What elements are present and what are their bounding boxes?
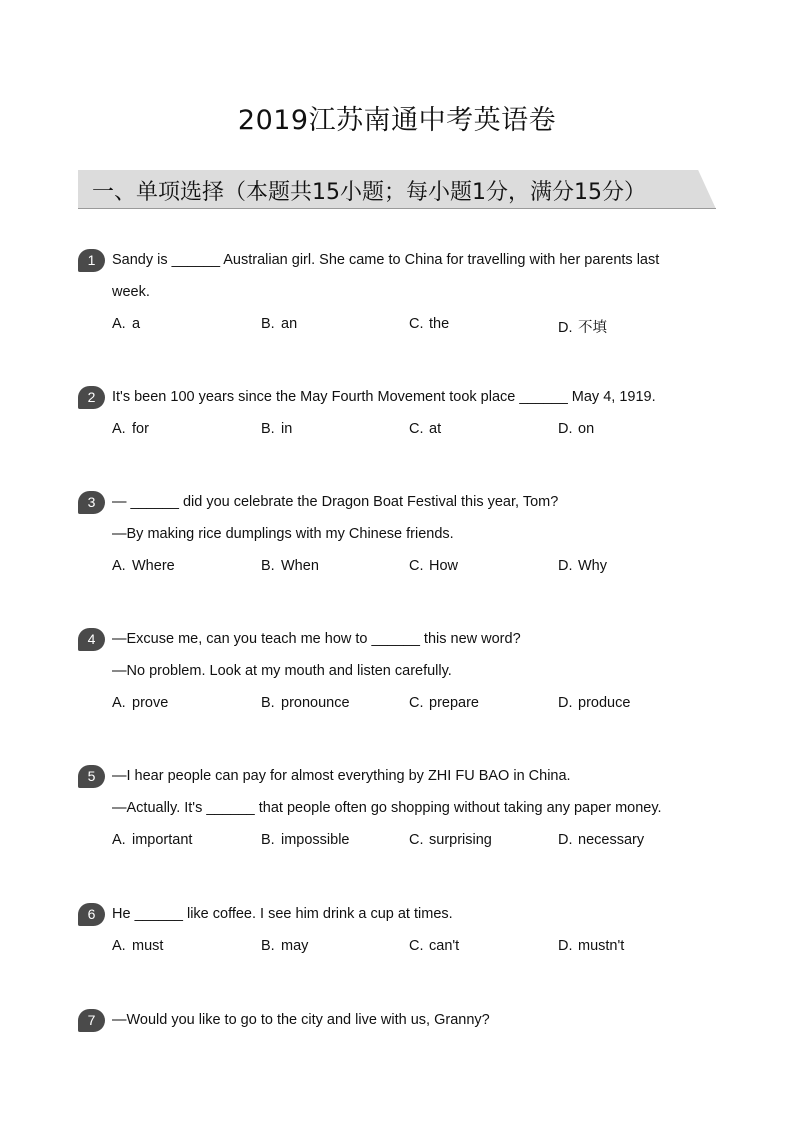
answer-option: [409, 421, 441, 437]
question-number-badge: 2: [78, 386, 105, 409]
answer-option: [112, 695, 168, 711]
option-letter: B.: [261, 695, 275, 711]
option-text: Where: [132, 558, 175, 574]
question-text-line: —Excuse me, can you teach me how to ______ this new word?: [112, 631, 521, 647]
option-letter: A.: [112, 316, 126, 332]
option-letter: C.: [409, 832, 424, 848]
option-text: prepare: [429, 695, 479, 711]
option-text: impossible: [281, 832, 350, 848]
question-text-line: Sandy is ______ Australian girl. She came to China for travelling with her parents last: [112, 252, 660, 268]
question-text-line: —Would you like to go to the city and live with us, Granny?: [112, 1012, 490, 1028]
question-text-line: —Actually. It's ______ that people often go shopping without taking any paper money.: [112, 800, 662, 816]
option-letter: C.: [409, 558, 424, 574]
option-text: How: [429, 558, 459, 574]
option-letter: C.: [409, 421, 424, 437]
option-letter: D.: [558, 832, 573, 848]
option-text: the: [429, 316, 450, 332]
question-text-line: —By making rice dumplings with my Chinese friends.: [112, 526, 454, 542]
option-text: 不填: [578, 320, 607, 336]
option-text: for: [132, 421, 149, 437]
option-letter: B.: [261, 421, 275, 437]
section-header: [78, 170, 716, 209]
option-text: necessary: [578, 832, 645, 848]
question-text-line: week.: [112, 284, 150, 300]
option-letter: D.: [558, 558, 573, 574]
answer-option: [261, 938, 308, 954]
answer-option: [409, 558, 458, 574]
question-text-line: —I hear people can pay for almost everything by ZHI FU BAO in China.: [112, 768, 571, 784]
answer-option: [558, 938, 624, 954]
answer-option: [558, 558, 607, 574]
option-text: important: [132, 832, 193, 848]
question-text-line: He ______ like coffee. I see him drink a cup at times.: [112, 906, 453, 922]
option-letter: C.: [409, 316, 424, 332]
option-letter: D.: [558, 938, 573, 954]
option-letter: A.: [112, 695, 126, 711]
option-text: mustn't: [578, 938, 625, 954]
answer-option: [558, 421, 594, 437]
answer-option: [409, 695, 479, 711]
answer-option: [112, 558, 175, 574]
option-letter: A.: [112, 832, 126, 848]
question-text-line: It's been 100 years since the May Fourth Movement took place ______ May 4, 1919.: [112, 389, 656, 405]
option-text: must: [132, 938, 164, 954]
option-text: at: [429, 421, 442, 437]
answer-option: [261, 695, 350, 711]
option-text: on: [578, 421, 595, 437]
option-letter: B.: [261, 558, 275, 574]
answer-option: [112, 938, 163, 954]
option-text: a: [132, 316, 141, 332]
option-text: can't: [429, 938, 460, 954]
option-text: in: [281, 421, 293, 437]
option-letter: D.: [558, 320, 573, 336]
answer-option: [409, 316, 449, 332]
answer-option: [558, 832, 644, 848]
answer-option: [112, 316, 140, 332]
option-letter: B.: [261, 938, 275, 954]
option-letter: D.: [558, 695, 573, 711]
option-text: prove: [132, 695, 169, 711]
question-number-badge: 3: [78, 491, 105, 514]
answer-option: [261, 316, 297, 332]
option-letter: A.: [112, 421, 126, 437]
option-text: may: [281, 938, 309, 954]
option-letter: C.: [409, 695, 424, 711]
answer-option: [409, 832, 492, 848]
option-text: Why: [578, 558, 607, 574]
answer-option: [112, 832, 192, 848]
question-number-badge: 1: [78, 249, 105, 272]
option-letter: A.: [112, 558, 126, 574]
option-text: pronounce: [281, 695, 350, 711]
option-letter: D.: [558, 421, 573, 437]
question-number-badge: 6: [78, 903, 105, 926]
option-letter: B.: [261, 832, 275, 848]
answer-option: [558, 695, 630, 711]
answer-option: [558, 316, 607, 337]
answer-option: [261, 558, 319, 574]
option-text: an: [281, 316, 298, 332]
option-text: surprising: [429, 832, 492, 848]
option-letter: C.: [409, 938, 424, 954]
question-number-badge: 5: [78, 765, 105, 788]
page-title: 2019江苏南通中考英语卷: [237, 105, 557, 136]
answer-option: [112, 421, 149, 437]
question-number-badge: 7: [78, 1009, 105, 1032]
answer-option: [261, 421, 292, 437]
option-text: produce: [578, 695, 631, 711]
answer-option: [261, 832, 350, 848]
question-number-badge: 4: [78, 628, 105, 651]
answer-option: [409, 938, 459, 954]
question-text-line: —No problem. Look at my mouth and listen carefully.: [112, 663, 452, 679]
section-header-underline: [78, 208, 716, 209]
option-letter: A.: [112, 938, 126, 954]
section-header-text: 一、单项选择（本题共15小题；每小题1分，满分15分）: [92, 180, 646, 205]
option-letter: B.: [261, 316, 275, 332]
option-text: When: [281, 558, 319, 574]
question-text-line: — ______ did you celebrate the Dragon Boat Festival this year, Tom?: [112, 494, 559, 510]
